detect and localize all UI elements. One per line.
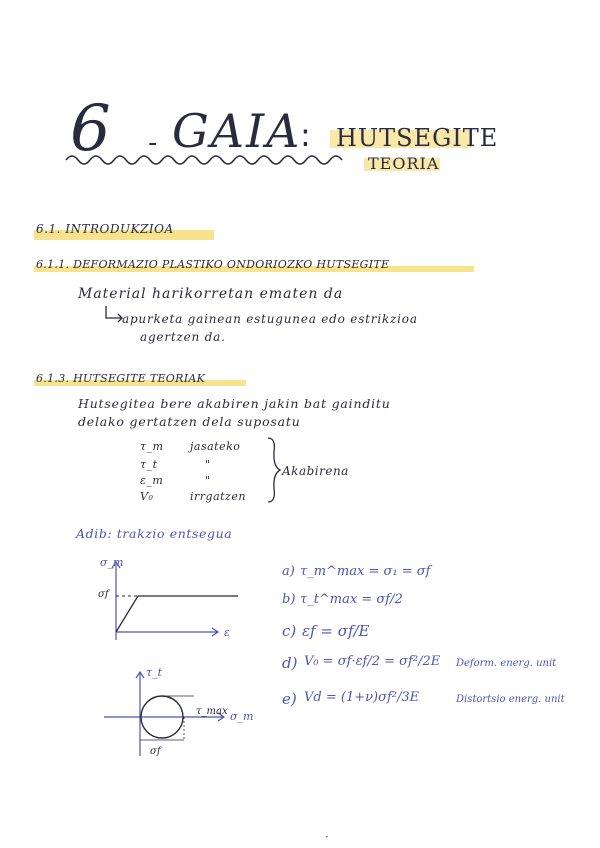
- example-heading: Adib: trakzio entsegua: [76, 526, 233, 541]
- note-line: Material harikorretan ematen da: [78, 286, 344, 302]
- formula-label: c): [282, 622, 297, 640]
- brace-icon: [264, 436, 284, 506]
- condition-text: jasateko: [190, 440, 241, 453]
- formula-label: b): [282, 592, 296, 607]
- graph1-y-label: σ_m: [100, 556, 124, 569]
- paragraph-line-1: Hutsegitea bere akabiren jakin bat gainditu: [78, 396, 391, 411]
- formula-d-note: Deform. energ. unit: [456, 658, 557, 669]
- paragraph-line-2: delako gertatzen dela suposatu: [78, 414, 301, 429]
- section-heading-intro: 6.1. INTRODUKZIOA: [36, 222, 174, 236]
- condition-text: irrgatzen: [190, 490, 246, 503]
- graph1-level-label: σf: [98, 589, 109, 600]
- note-arrow-line: apurketa gainean estugunea edo estrikzioa: [122, 312, 418, 326]
- condition-symbol: τ_t: [140, 458, 158, 471]
- page-dot: •: [325, 834, 329, 841]
- chapter-subtitle-line1: HUTSEGITE: [336, 124, 499, 152]
- graph2-bottom-label: σf: [150, 746, 161, 757]
- chapter-word: GAIA: [172, 104, 302, 158]
- formula-label: d): [282, 654, 298, 672]
- brace-label: Akabirena: [282, 464, 349, 478]
- chapter-subtitle-line2: TEORIA: [368, 154, 440, 173]
- formula-d: V₀ = σf·εf/2 = σf²/2E: [304, 654, 441, 669]
- stress-strain-graph: [92, 556, 242, 656]
- graph2-y-label: τ_t: [146, 666, 163, 679]
- condition-symbol: τ_m: [140, 440, 164, 453]
- formula-e-note: Distortsio energ. unit: [456, 694, 565, 705]
- formula-b: τ_t^max = σf/2: [300, 592, 403, 607]
- graph1-x-label: ε: [224, 626, 230, 639]
- graph2-point-label: τ_max: [196, 706, 228, 717]
- condition-symbol: V₀: [140, 490, 154, 503]
- graph2-x-label: σ_m: [230, 710, 254, 723]
- formula-label: e): [282, 690, 297, 708]
- condition-text: ": [205, 474, 211, 487]
- formula-label: a): [282, 564, 295, 579]
- title-squiggle: [64, 150, 344, 170]
- chapter-number: 6: [70, 92, 111, 166]
- subsection-heading-1: 6.1.1. DEFORMAZIO PLASTIKO ONDORIOZKO HUTSEGITE: [36, 258, 390, 271]
- note-arrow-line-2: agertzen da.: [140, 330, 226, 344]
- formula-e: Vd = (1+ν)σf²/3E: [304, 690, 420, 705]
- formula-c: εf = σf/E: [302, 622, 370, 640]
- formula-a: τ_m^max = σ₁ = σf: [300, 564, 431, 579]
- subsection-heading-3: 6.1.3. HUTSEGITE TEORIAK: [36, 372, 206, 385]
- title-separator: -: [148, 128, 158, 158]
- condition-text: ": [205, 458, 211, 471]
- title-colon: :: [300, 116, 311, 154]
- condition-symbol: ε_m: [140, 474, 164, 487]
